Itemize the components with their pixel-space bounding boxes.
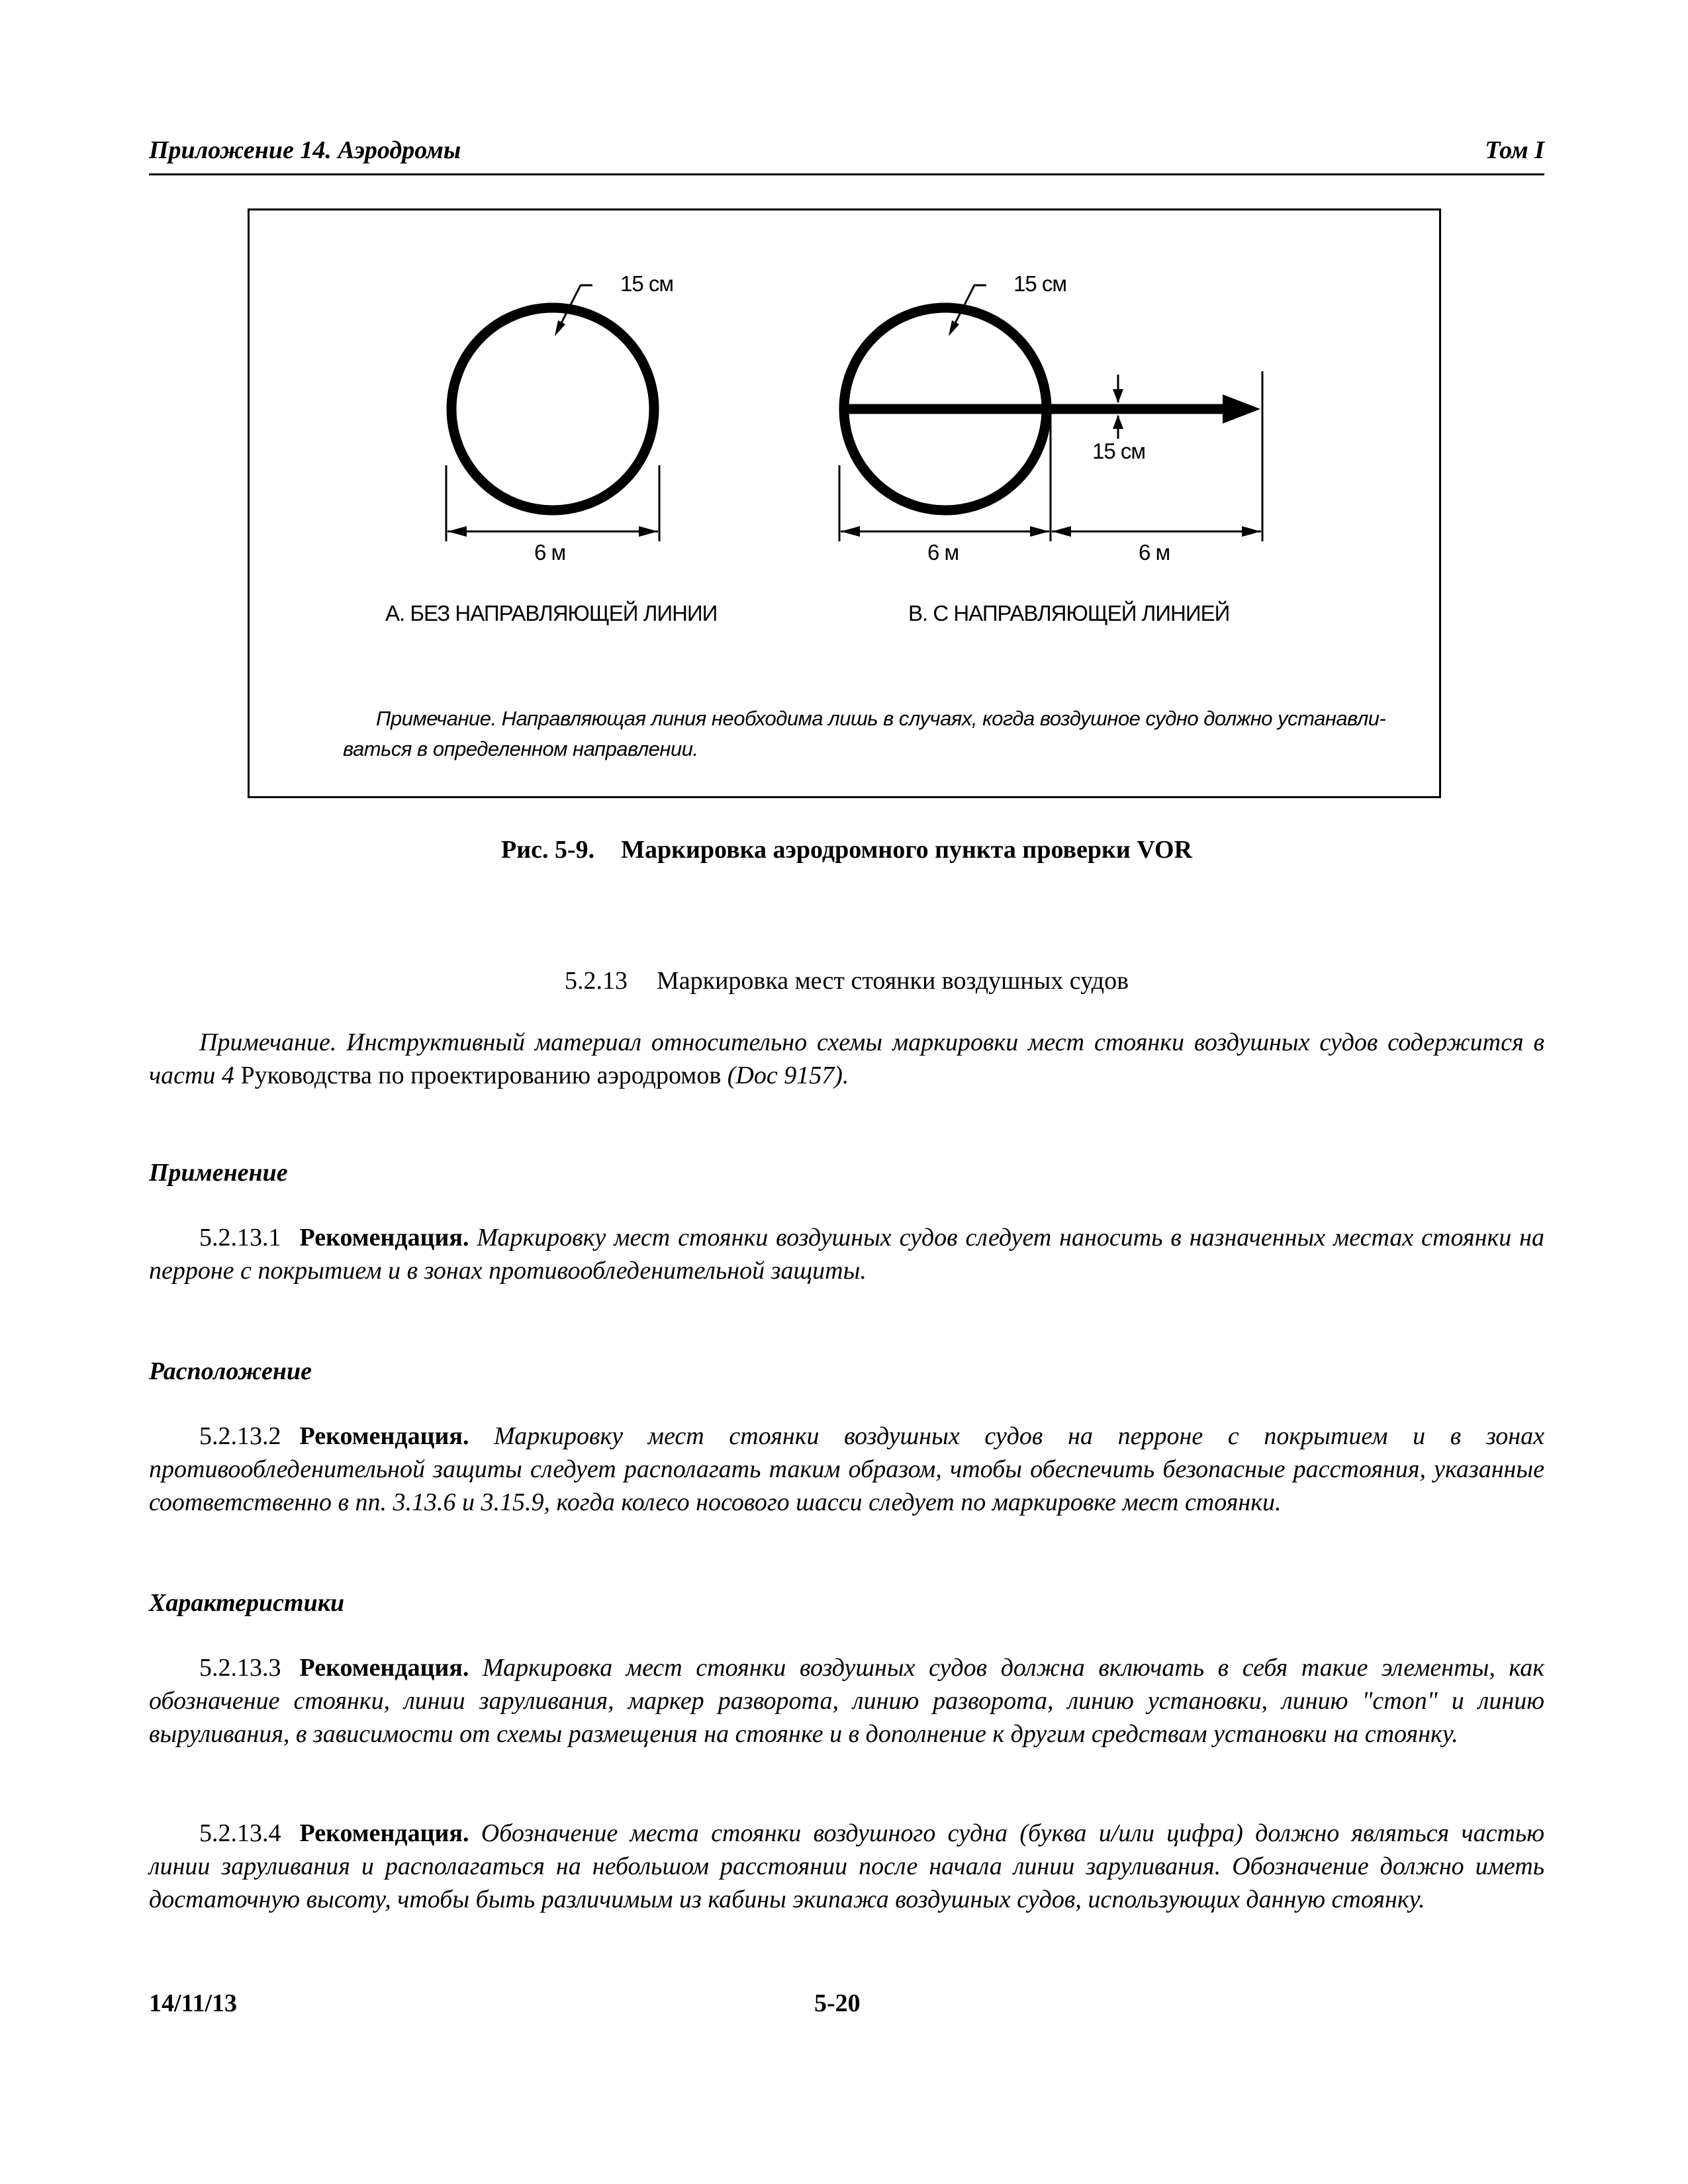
section-title: Маркировка мест стоянки воздушных судов [656,967,1129,995]
leader-a-head [555,320,565,336]
paragraph-3 [149,1651,1544,1751]
paragraph-1-text: Маркировку мест стоянки воздушных судов следует наносить в назначенных местах стоянки на перроне с покрытием и в зонах противообледенительной защиты. [149,1224,1544,1285]
header-rule [149,173,1544,175]
figure-caption-number: Рис. 5-9. [500,836,595,864]
dim-label-6m-b: 6 м [927,540,959,565]
dim-b2-head-r [1242,526,1261,537]
figure-caption-title: Маркировка аэродромного пункта проверки VOR [621,836,1193,864]
subhead-characteristics: Характеристики [149,1589,345,1617]
paragraph-4-label: Рекомендация. [299,1819,469,1847]
footer-page-number: 5-20 [814,1989,861,2017]
paragraph-1-number: 5.2.13.1 [199,1224,281,1251]
thick-top-head [1113,389,1123,403]
note-doc-title: Руководства по проектированию аэродромов [240,1062,722,1089]
circle-a [451,308,654,510]
note-text-1: Примечание. Инструктивный материал относительно схемы маркировки мест стоянки воздушных судов содержится в части 4 [149,1028,1544,1089]
paragraph-4 [149,1817,1544,1916]
paragraph-3-text: Маркировка мест стоянки воздушных судов должна включать в себя такие элементы, как обозначение стоянки, линии заруливания, маркер разворота, линию разворота, линию установки, линию "стоп" и линию выруливания, в зависимости от схемы размещения на стоянке и в дополнение к другим средствам установки на стоянку. [149,1654,1544,1748]
header-volume: Том I [1485,136,1544,164]
dim-label-15cm-a: 15 см [620,271,674,296]
dim-label-15cm-b: 15 см [1013,271,1067,296]
paragraph-2-number: 5.2.13.2 [199,1422,281,1450]
guide-arrow [1223,394,1260,424]
figure-note-line2: ваться в определенном направлении. [343,737,698,760]
paragraph-3-label: Рекомендация. [299,1654,469,1682]
paragraph-2-label: Рекомендация. [299,1422,469,1450]
header-title: Приложение 14. Аэродромы [149,136,461,164]
dim-label-6m-a: 6 м [534,540,566,565]
section-heading [149,966,1544,995]
dim-b1-head-l [841,526,860,537]
dim-a-head-l [447,526,467,537]
note-paragraph [149,1026,1544,1092]
figure-label-a: А. БЕЗ НАПРАВЛЯЮЩЕЙ ЛИНИИ [385,601,718,625]
dim-label-6m-c: 6 м [1139,540,1170,565]
subhead-location: Расположение [149,1357,312,1385]
paragraph-4-text: Обозначение места стоянки воздушного судна (буква и/или цифра) должно являться частью линии заруливания и располагаться на небольшом расстоянии после начала линии заруливания. Обозначение должно иметь достаточную высоту, чтобы быть различимым из кабины экипажа воздушных судов, использующих данную стоянку. [149,1819,1544,1913]
figure-caption [149,835,1544,864]
footer-date: 14/11/13 [149,1989,238,2017]
thick-bot-head [1113,415,1123,429]
dim-b2-head-l [1052,526,1071,537]
leader-b-head [949,320,959,336]
paragraph-2 [149,1420,1544,1519]
figure-frame [248,208,1441,798]
dim-label-15cm-c: 15 см [1092,439,1146,463]
figure-label-b: В. С НАПРАВЛЯЮЩЕЙ ЛИНИЕЙ [908,601,1230,625]
dim-b1-head-r [1030,526,1049,537]
paragraph-4-number: 5.2.13.4 [199,1819,281,1847]
paragraph-1-label: Рекомендация. [299,1224,469,1251]
paragraph-3-number: 5.2.13.3 [199,1654,281,1682]
figure-note-line1: Примечание. Направляющая линия необходима лишь в случаях, когда воздушное судно должно устанавли- [376,707,1386,730]
figure-note [343,704,1402,764]
paragraph-1 [149,1221,1544,1287]
dim-a-head-r [639,526,658,537]
paragraph-2-text: Маркировку мест стоянки воздушных судов на перроне с покрытием и в зонах противообледенительной защиты следует располагать таким образом, чтобы обеспечить безопасные расстояния, указанные соответственно в пп. 3.13.6 и 3.15.9, когда колесо носового шасси следует по маркировке мест стоянки. [149,1422,1544,1516]
subhead-application: Применение [149,1159,288,1187]
note-text-3: (Doc 9157). [721,1062,849,1089]
section-number: 5.2.13 [564,967,628,995]
